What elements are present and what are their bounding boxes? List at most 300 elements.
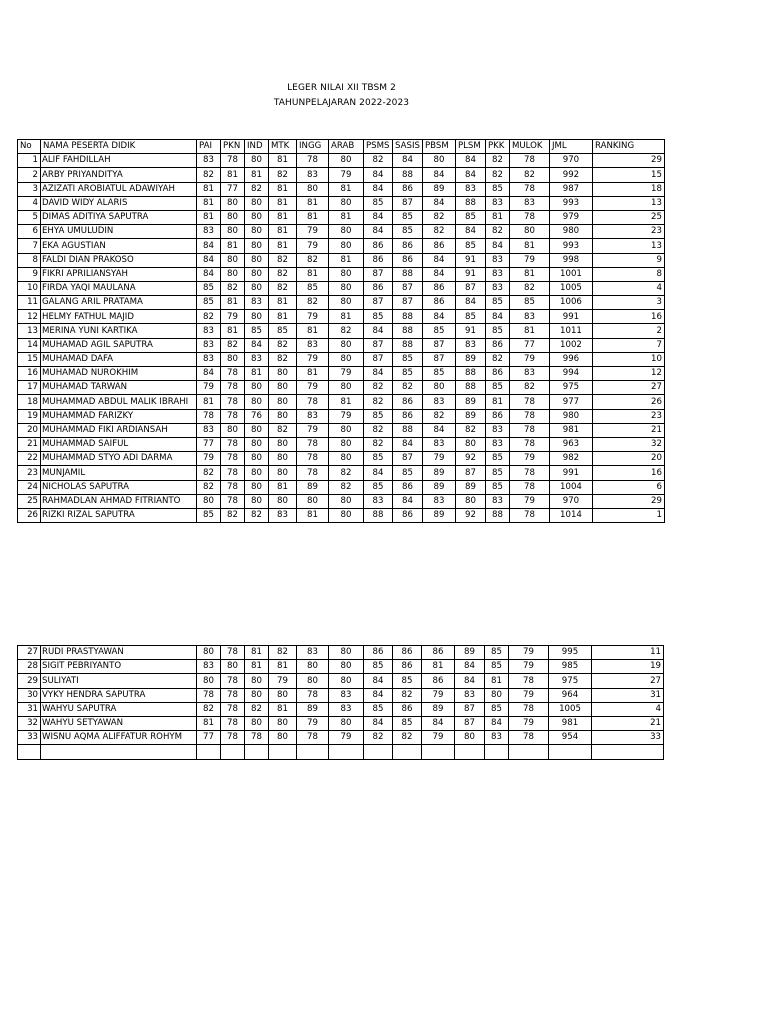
cell-pkn: 78 xyxy=(221,702,245,716)
cell-no: 8 xyxy=(18,253,41,267)
cell-ingg: 81 xyxy=(297,324,329,338)
cell-name: MUHAMAD DAFA xyxy=(41,352,197,366)
cell-sasis: 86 xyxy=(393,409,423,423)
cell-psms: 87 xyxy=(364,352,393,366)
cell-plsm: 91 xyxy=(455,324,485,338)
cell-ind: 84 xyxy=(245,338,269,352)
cell-name: FIRDA YAQI MAULANA xyxy=(41,281,197,295)
cell-mulok: 79 xyxy=(509,646,549,660)
cell-pkk: 81 xyxy=(485,674,509,688)
cell-ingg: 78 xyxy=(297,452,329,466)
cell-jml: 980 xyxy=(549,225,592,239)
cell-pkk: 83 xyxy=(485,196,509,210)
cell-ingg: 79 xyxy=(297,423,329,437)
cell-pbsm: 83 xyxy=(422,494,455,508)
cell-mtk: 81 xyxy=(269,225,297,239)
cell-sasis: 86 xyxy=(393,508,423,522)
cell-ind: 83 xyxy=(245,352,269,366)
cell-pbsm: 89 xyxy=(422,182,455,196)
cell-jml: 963 xyxy=(549,437,592,451)
cell-pkn: 81 xyxy=(221,168,245,182)
cell-ranking xyxy=(592,745,664,759)
cell-mtk: 81 xyxy=(269,310,297,324)
table-row xyxy=(18,210,665,224)
cell-no: 4 xyxy=(18,196,41,210)
cell-mtk: 82 xyxy=(269,646,297,660)
cell-ranking: 23 xyxy=(592,225,664,239)
cell-no: 25 xyxy=(18,494,41,508)
cell-ind: 83 xyxy=(245,296,269,310)
header-pai: PAI xyxy=(197,140,221,154)
cell-ranking: 13 xyxy=(592,239,664,253)
cell-plsm: 88 xyxy=(455,381,485,395)
cell-ingg: 78 xyxy=(297,154,329,168)
cell-jml: 1005 xyxy=(549,281,592,295)
cell-ind: 85 xyxy=(245,324,269,338)
cell-pai: 82 xyxy=(197,702,221,716)
cell-ingg: 79 xyxy=(297,381,329,395)
cell-arab: 80 xyxy=(329,660,364,674)
cell-ingg: 83 xyxy=(297,646,329,660)
cell-jml: 981 xyxy=(549,716,592,730)
table-row xyxy=(18,154,665,168)
cell-pbsm: 89 xyxy=(422,480,455,494)
cell-ind: 80 xyxy=(245,716,269,730)
cell-pai: 82 xyxy=(197,466,221,480)
cell-pbsm: 84 xyxy=(422,196,455,210)
grade-table-page-1 xyxy=(17,139,665,523)
cell-name: MERINA YUNI KARTIKA xyxy=(41,324,197,338)
cell-ranking: 29 xyxy=(592,154,664,168)
cell-pkk: 85 xyxy=(485,296,509,310)
cell-pai: 80 xyxy=(197,494,221,508)
cell-arab: 81 xyxy=(329,253,364,267)
cell-no: 31 xyxy=(18,702,41,716)
cell-plsm: 89 xyxy=(455,409,485,423)
cell-psms: 87 xyxy=(364,267,393,281)
cell-arab: 83 xyxy=(329,702,364,716)
cell-arab: 79 xyxy=(329,367,364,381)
cell-mtk: 82 xyxy=(269,352,297,366)
cell-jml: 1001 xyxy=(549,267,592,281)
cell-ind: 80 xyxy=(245,437,269,451)
cell-plsm: 92 xyxy=(455,452,485,466)
cell-mtk: 79 xyxy=(269,674,297,688)
cell-ingg: 83 xyxy=(297,168,329,182)
cell-no: 29 xyxy=(18,674,41,688)
cell-mtk xyxy=(269,745,297,759)
cell-sasis: 88 xyxy=(393,338,423,352)
cell-pkn: 78 xyxy=(221,409,245,423)
cell-name: EHYA UMULUDIN xyxy=(41,225,197,239)
cell-no: 18 xyxy=(18,395,41,409)
cell-ingg: 80 xyxy=(297,182,329,196)
table-row xyxy=(18,674,664,688)
table-row xyxy=(18,660,664,674)
cell-pkk: 85 xyxy=(485,452,509,466)
cell-sasis: 88 xyxy=(393,324,423,338)
cell-pbsm: 84 xyxy=(422,716,455,730)
cell-pkk xyxy=(485,745,509,759)
cell-psms: 82 xyxy=(364,731,393,745)
cell-mulok: 78 xyxy=(509,731,549,745)
cell-pai: 81 xyxy=(197,395,221,409)
cell-ind: 80 xyxy=(245,494,269,508)
cell-name: MUHAMMAD SAIFUL xyxy=(41,437,197,451)
cell-pbsm: 79 xyxy=(422,731,455,745)
cell-plsm: 89 xyxy=(455,352,485,366)
cell-ingg: 78 xyxy=(297,466,329,480)
cell-name: NICHOLAS SAPUTRA xyxy=(41,480,197,494)
cell-arab: 80 xyxy=(329,267,364,281)
cell-mulok: 78 xyxy=(509,480,549,494)
cell-arab: 79 xyxy=(329,409,364,423)
cell-psms: 84 xyxy=(364,225,393,239)
cell-name: SIGIT PEBRIYANTO xyxy=(41,660,197,674)
cell-pai: 78 xyxy=(197,688,221,702)
cell-ingg: 81 xyxy=(297,196,329,210)
cell-arab: 81 xyxy=(329,310,364,324)
cell-pbsm: 89 xyxy=(422,466,455,480)
cell-pkn: 78 xyxy=(221,480,245,494)
cell-plsm: 87 xyxy=(455,716,485,730)
cell-mtk: 82 xyxy=(269,281,297,295)
cell-name: ALIF FAHDILLAH xyxy=(41,154,197,168)
cell-sasis: 86 xyxy=(393,395,423,409)
cell-pkk: 83 xyxy=(485,281,509,295)
cell-no: 7 xyxy=(18,239,41,253)
cell-pkk: 83 xyxy=(485,437,509,451)
cell-pkk: 85 xyxy=(485,466,509,480)
cell-mtk: 81 xyxy=(269,239,297,253)
table-row xyxy=(18,646,664,660)
cell-pkk: 83 xyxy=(485,494,509,508)
cell-ranking: 9 xyxy=(592,253,664,267)
cell-pbsm: 87 xyxy=(422,338,455,352)
cell-sasis: 84 xyxy=(393,437,423,451)
cell-psms: 83 xyxy=(364,494,393,508)
cell-ingg: 80 xyxy=(297,660,329,674)
cell-pai: 83 xyxy=(197,338,221,352)
cell-pai: 82 xyxy=(197,168,221,182)
document-title: LEGER NILAI XII TBSM 2 xyxy=(287,83,396,93)
cell-no: 6 xyxy=(18,225,41,239)
table-row xyxy=(18,168,665,182)
cell-mulok: 78 xyxy=(509,423,549,437)
cell-plsm: 91 xyxy=(455,267,485,281)
cell-pkk: 85 xyxy=(485,660,509,674)
cell-sasis: 84 xyxy=(393,494,423,508)
cell-name: HELMY FATHUL MAJID xyxy=(41,310,197,324)
cell-sasis: 88 xyxy=(393,267,423,281)
cell-pkn: 78 xyxy=(221,716,245,730)
cell-arab: 80 xyxy=(329,196,364,210)
cell-no: 19 xyxy=(18,409,41,423)
cell-plsm: 92 xyxy=(455,508,485,522)
cell-plsm: 87 xyxy=(455,281,485,295)
cell-arab: 81 xyxy=(329,182,364,196)
cell-ranking: 12 xyxy=(592,367,664,381)
header-sasis: SASIS xyxy=(393,140,423,154)
cell-pkk: 85 xyxy=(485,324,509,338)
cell-pkn: 81 xyxy=(221,324,245,338)
table-row xyxy=(18,352,665,366)
cell-pai xyxy=(197,745,221,759)
cell-sasis: 86 xyxy=(393,253,423,267)
cell-ranking: 29 xyxy=(592,494,664,508)
cell-ranking: 4 xyxy=(592,281,664,295)
cell-pbsm: 84 xyxy=(422,168,455,182)
cell-pkk: 86 xyxy=(485,367,509,381)
header-psms: PSMS xyxy=(364,140,393,154)
table-row xyxy=(18,324,665,338)
cell-psms: 84 xyxy=(364,688,393,702)
cell-ind: 81 xyxy=(245,168,269,182)
cell-mtk: 80 xyxy=(269,452,297,466)
cell-no: 14 xyxy=(18,338,41,352)
cell-mulok: 79 xyxy=(509,688,549,702)
cell-mtk: 81 xyxy=(269,660,297,674)
cell-pkk: 82 xyxy=(485,225,509,239)
table-row xyxy=(18,310,665,324)
cell-ingg: 83 xyxy=(297,409,329,423)
cell-no: 11 xyxy=(18,296,41,310)
cell-mulok: 81 xyxy=(509,267,549,281)
cell-arab: 79 xyxy=(329,731,364,745)
cell-psms xyxy=(364,745,393,759)
table-row xyxy=(18,508,665,522)
cell-arab: 80 xyxy=(329,716,364,730)
cell-pkn: 80 xyxy=(221,267,245,281)
cell-no: 21 xyxy=(18,437,41,451)
table-row xyxy=(18,338,665,352)
cell-pkk: 80 xyxy=(485,688,509,702)
cell-no: 16 xyxy=(18,367,41,381)
cell-ingg: 89 xyxy=(297,480,329,494)
table-row xyxy=(18,437,665,451)
cell-name xyxy=(41,745,197,759)
cell-ind: 82 xyxy=(245,702,269,716)
cell-ingg: 78 xyxy=(297,688,329,702)
cell-ranking: 27 xyxy=(592,674,664,688)
header-pbsm: PBSM xyxy=(422,140,455,154)
cell-ind: 80 xyxy=(245,267,269,281)
cell-pkn: 78 xyxy=(221,466,245,480)
cell-plsm: 84 xyxy=(455,154,485,168)
cell-no: 20 xyxy=(18,423,41,437)
cell-pai: 83 xyxy=(197,324,221,338)
cell-plsm: 87 xyxy=(455,702,485,716)
cell-sasis: 85 xyxy=(393,367,423,381)
cell-no: 2 xyxy=(18,168,41,182)
cell-jml: 1006 xyxy=(549,296,592,310)
cell-mtk: 80 xyxy=(269,409,297,423)
cell-psms: 85 xyxy=(364,452,393,466)
cell-name: AZIZATI AROBIATUL ADAWIYAH xyxy=(41,182,197,196)
cell-mtk: 80 xyxy=(269,716,297,730)
cell-ind: 76 xyxy=(245,409,269,423)
cell-sasis: 86 xyxy=(393,239,423,253)
cell-name: MUHAMAD NUROKHIM xyxy=(41,367,197,381)
cell-pbsm: 82 xyxy=(422,225,455,239)
cell-jml: 954 xyxy=(549,731,592,745)
cell-arab: 80 xyxy=(329,239,364,253)
cell-ingg: 79 xyxy=(297,352,329,366)
cell-ingg: 79 xyxy=(297,239,329,253)
cell-pbsm: 83 xyxy=(422,395,455,409)
cell-pbsm: 83 xyxy=(422,437,455,451)
cell-name: ARBY PRIYANDITYA xyxy=(41,168,197,182)
table-row xyxy=(18,494,665,508)
cell-pkn: 78 xyxy=(221,452,245,466)
cell-mulok: 79 xyxy=(509,452,549,466)
cell-pai: 78 xyxy=(197,409,221,423)
cell-pkk: 85 xyxy=(485,702,509,716)
cell-pbsm: 84 xyxy=(422,423,455,437)
cell-sasis: 82 xyxy=(393,731,422,745)
cell-mtk: 81 xyxy=(269,702,297,716)
cell-name: RAHMADLAN AHMAD FITRIANTO xyxy=(41,494,197,508)
cell-psms: 88 xyxy=(364,508,393,522)
cell-jml: 991 xyxy=(549,466,592,480)
cell-sasis: 88 xyxy=(393,423,423,437)
cell-pbsm: 84 xyxy=(422,267,455,281)
cell-jml: 993 xyxy=(549,239,592,253)
cell-pkn: 78 xyxy=(221,437,245,451)
cell-ranking: 15 xyxy=(592,168,664,182)
cell-arab: 80 xyxy=(329,423,364,437)
cell-pkn xyxy=(221,745,245,759)
cell-pai: 85 xyxy=(197,296,221,310)
cell-mulok: 78 xyxy=(509,674,549,688)
cell-mulok: 82 xyxy=(509,381,549,395)
cell-pai: 83 xyxy=(197,423,221,437)
header-pkn: PKN xyxy=(221,140,245,154)
cell-pai: 84 xyxy=(197,367,221,381)
cell-arab: 80 xyxy=(329,674,364,688)
cell-mulok: 83 xyxy=(509,310,549,324)
cell-ranking: 31 xyxy=(592,688,664,702)
cell-ind: 80 xyxy=(245,253,269,267)
cell-ingg: 81 xyxy=(297,267,329,281)
cell-psms: 84 xyxy=(364,716,393,730)
cell-pai: 81 xyxy=(197,196,221,210)
cell-ingg: 89 xyxy=(297,702,329,716)
cell-name: EKA AGUSTIAN xyxy=(41,239,197,253)
cell-pkk: 85 xyxy=(485,182,509,196)
cell-mulok: 78 xyxy=(509,409,549,423)
cell-pkn: 78 xyxy=(221,674,245,688)
cell-pkn: 82 xyxy=(221,508,245,522)
cell-pkk: 82 xyxy=(485,168,509,182)
cell-psms: 86 xyxy=(364,253,393,267)
cell-psms: 87 xyxy=(364,296,393,310)
cell-pkk: 85 xyxy=(485,646,509,660)
cell-pai: 83 xyxy=(197,154,221,168)
cell-ind: 80 xyxy=(245,674,269,688)
table-row xyxy=(18,423,665,437)
cell-mtk: 82 xyxy=(269,423,297,437)
cell-mulok: 78 xyxy=(509,395,549,409)
cell-pkn: 78 xyxy=(221,395,245,409)
cell-no: 23 xyxy=(18,466,41,480)
cell-plsm: 80 xyxy=(455,437,485,451)
cell-ind: 81 xyxy=(245,660,269,674)
cell-ranking: 11 xyxy=(592,646,664,660)
cell-ind: 80 xyxy=(245,381,269,395)
table-row xyxy=(18,267,665,281)
cell-mtk: 80 xyxy=(269,494,297,508)
cell-jml: 1004 xyxy=(549,480,592,494)
cell-ingg: 79 xyxy=(297,225,329,239)
cell-mtk: 82 xyxy=(269,253,297,267)
cell-ranking: 32 xyxy=(592,437,664,451)
cell-mulok: 77 xyxy=(509,338,549,352)
cell-arab: 80 xyxy=(329,296,364,310)
cell-ranking: 18 xyxy=(592,182,664,196)
cell-mulok: 79 xyxy=(509,352,549,366)
cell-name: VYKY HENDRA SAPUTRA xyxy=(41,688,197,702)
cell-psms: 84 xyxy=(364,674,393,688)
cell-ingg: 83 xyxy=(297,338,329,352)
cell-pai: 82 xyxy=(197,310,221,324)
cell-pkk: 81 xyxy=(485,210,509,224)
table-row xyxy=(18,688,664,702)
cell-mtk: 82 xyxy=(269,168,297,182)
cell-jml: 980 xyxy=(549,409,592,423)
table-row xyxy=(18,225,665,239)
cell-ingg xyxy=(297,745,329,759)
cell-ingg: 78 xyxy=(297,437,329,451)
cell-mulok: 79 xyxy=(509,253,549,267)
cell-plsm: 84 xyxy=(455,225,485,239)
cell-no: 1 xyxy=(18,154,41,168)
cell-jml: 981 xyxy=(549,423,592,437)
cell-ind: 78 xyxy=(245,731,269,745)
cell-mulok: 78 xyxy=(509,182,549,196)
table-header-row xyxy=(18,140,665,154)
cell-mulok: 81 xyxy=(509,324,549,338)
cell-psms: 85 xyxy=(364,702,393,716)
table-row xyxy=(18,452,665,466)
cell-pkn: 80 xyxy=(221,225,245,239)
cell-name: MUHAMMAD ABDUL MALIK IBRAHI xyxy=(41,395,197,409)
cell-sasis: 86 xyxy=(393,702,422,716)
cell-name: GALANG ARIL PRATAMA xyxy=(41,296,197,310)
cell-no: 22 xyxy=(18,452,41,466)
cell-name: MUHAMAD AGIL SAPUTRA xyxy=(41,338,197,352)
cell-ranking: 2 xyxy=(592,324,664,338)
cell-ind: 80 xyxy=(245,688,269,702)
cell-ind: 80 xyxy=(245,196,269,210)
table-row xyxy=(18,196,665,210)
cell-ranking: 10 xyxy=(592,352,664,366)
cell-jml: 975 xyxy=(549,381,592,395)
cell-ranking: 6 xyxy=(592,480,664,494)
cell-mtk: 80 xyxy=(269,437,297,451)
cell-jml: 995 xyxy=(549,646,592,660)
cell-plsm: 85 xyxy=(455,310,485,324)
cell-mulok: 78 xyxy=(509,508,549,522)
cell-pbsm xyxy=(422,745,455,759)
cell-no: 13 xyxy=(18,324,41,338)
cell-ranking: 1 xyxy=(592,508,664,522)
cell-name: WISNU AQMA ALIFFATUR ROHYM xyxy=(41,731,197,745)
cell-pai: 79 xyxy=(197,381,221,395)
cell-pbsm: 89 xyxy=(422,508,455,522)
cell-sasis: 85 xyxy=(393,466,423,480)
cell-plsm: 80 xyxy=(455,731,485,745)
